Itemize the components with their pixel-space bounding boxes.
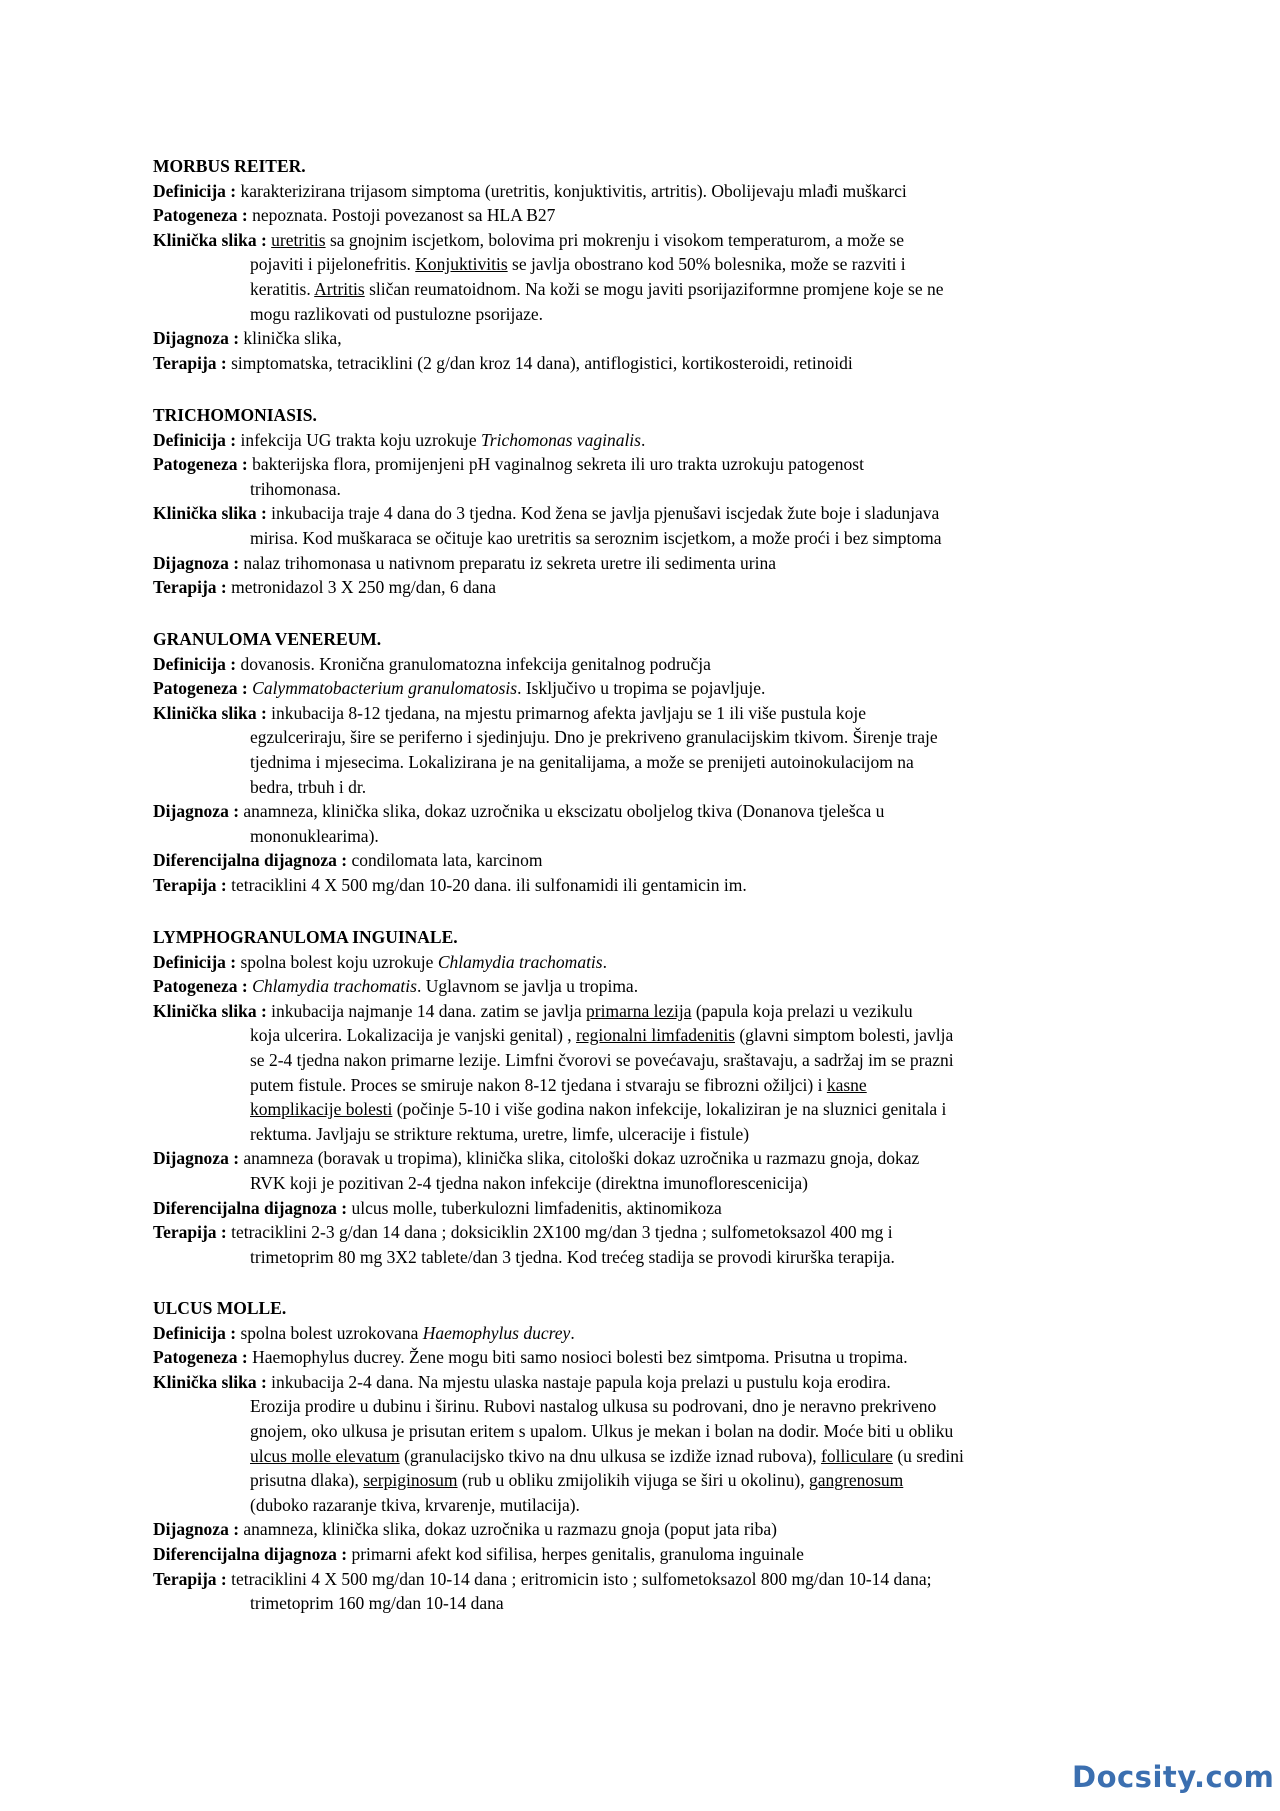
field-line <box>153 1321 1153 1346</box>
field-text: egzulceriraju, šire se periferno i sjedinjuju. Dno je prekriveno granulacijskim tkivom. Širenje traje <box>250 727 938 748</box>
field-text: sa gnojnim iscjetkom, bolovima pri mokrenju i visokom temperaturom, a može se <box>325 229 904 250</box>
field-text: inkubacija traje 4 dana do 3 tjedna. Kod žena se javlja pjenušavi iscjedak žute boje i sladunjava <box>266 503 940 524</box>
field-label: Terapija : <box>153 1222 227 1243</box>
field-line <box>153 203 1153 228</box>
section-title: GRANULOMA VENEREUM. <box>153 629 382 649</box>
field-label: Klinička slika : <box>153 1000 267 1021</box>
field-label: Patogeneza : <box>153 976 248 997</box>
continuation-line <box>153 1245 1153 1270</box>
field-line <box>153 551 1153 576</box>
continuation-line <box>153 477 1153 502</box>
field-text: (počinje 5-10 i više godina nakon infekcije, lokaliziran je na sluznici genitala i <box>392 1099 947 1120</box>
field-text: spolna bolest koju uzrokuje <box>236 951 438 972</box>
field-text: koja ulcerira. Lokalizacija je vanjski genital) , <box>250 1025 577 1046</box>
field-text: prisutna dlaka), <box>250 1470 364 1491</box>
field-text: infekcija UG trakta koju uzrokuje <box>236 429 482 450</box>
field-label: Dijagnoza : <box>153 801 240 822</box>
field-text: tetraciklini 2-3 g/dan 14 dana ; doksiciklin 2X100 mg/dan 3 tjedna ; sulfometoksazol 400 mg i <box>226 1222 893 1243</box>
field-text: . Isključivo u tropima se pojavljuje. <box>517 678 766 699</box>
field-text: RVK koji je pozitivan 2-4 tjedna nakon infekcije (direktna imunoflorescenicija) <box>250 1172 808 1193</box>
section-granuloma-venereum <box>153 627 1153 898</box>
field-text: se 2-4 tjedna nakon primarne lezije. Limfni čvorovi se povećavaju, sraštavaju, a sadržaj im se prazni <box>250 1049 954 1070</box>
field-label: Dijagnoza : <box>153 552 240 573</box>
underlined-term: ulcus molle elevatum <box>250 1445 400 1466</box>
field-line <box>153 1196 1153 1221</box>
organism-name: Calymmatobacterium granulomatosis <box>252 678 518 699</box>
field-line <box>153 701 1153 726</box>
field-text: simptomatska, tetraciklini (2 g/dan kroz 14 dana), antiflogistici, kortikosteroidi, retinoidi <box>226 352 853 373</box>
field-text: tetraciklini 4 X 500 mg/dan 10-20 dana. ili sulfonamidi ili gentamicin im. <box>226 874 747 895</box>
field-text: nalaz trihomonasa u nativnom preparatu iz sekreta uretre ili sedimenta urina <box>239 552 776 573</box>
field-label: Klinička slika : <box>153 229 267 250</box>
underlined-term: folliculare <box>821 1445 893 1466</box>
underlined-term: uretritis <box>271 229 326 250</box>
field-line <box>153 501 1153 526</box>
field-text: anamneza, klinička slika, dokaz uzročnika u razmazu gnoja (poput jata riba) <box>239 1519 777 1540</box>
field-text: inkubacija 2-4 dana. Na mjestu ulaska nastaje papula koja prelazi u pustulu koja erodira. <box>266 1371 891 1392</box>
continuation-line <box>153 775 1153 800</box>
continuation-line <box>153 526 1153 551</box>
continuation-line <box>153 1048 1153 1073</box>
field-line <box>153 652 1153 677</box>
section-title: TRICHOMONIASIS. <box>153 405 317 425</box>
field-text: tjednima i mjesecima. Lokalizirana je na genitalijama, a može se prenijeti autoinokulacijom na <box>250 751 914 772</box>
field-text: bedra, trbuh i dr. <box>250 776 367 797</box>
field-line <box>153 848 1153 873</box>
section-title: MORBUS REITER. <box>153 156 306 176</box>
field-label: Terapija : <box>153 1568 227 1589</box>
continuation-line <box>153 1419 1153 1444</box>
underlined-term: Artritis <box>314 278 365 299</box>
field-line <box>153 1220 1153 1245</box>
field-label: Terapija : <box>153 577 227 598</box>
field-text: ulcus molle, tuberkulozni limfadenitis, aktinomikoza <box>347 1197 722 1218</box>
field-text: (papula koja prelazi u vezikulu <box>691 1000 913 1021</box>
underlined-term: gangrenosum <box>808 1470 904 1491</box>
field-line <box>153 799 1153 824</box>
field-label: Patogeneza : <box>153 1347 248 1368</box>
field-label: Diferencijalna dijagnoza : <box>153 1543 348 1564</box>
field-text: condilomata lata, karcinom <box>347 850 543 871</box>
docsity-watermark: Docsity.com <box>1072 1760 1275 1794</box>
continuation-line <box>153 302 1153 327</box>
section-trichomoniasis <box>153 403 1153 600</box>
field-text: rektuma. Javljaju se strikture rektuma, uretre, limfe, ulceracije i fistule) <box>250 1123 750 1144</box>
continuation-line <box>153 1493 1153 1518</box>
field-label: Definicija : <box>153 653 237 674</box>
underlined-term: serpiginosum <box>363 1470 458 1491</box>
field-text: tetraciklini 4 X 500 mg/dan 10-14 dana ; eritromicin isto ; sulfometoksazol 800 mg/dan 10-14 dana; <box>226 1568 932 1589</box>
field-text: trihomonasa. <box>250 478 341 499</box>
continuation-line <box>153 1122 1153 1147</box>
field-text: Erozija prodire u dubinu i širinu. Rubovi nastalog ulkusa su podrovani, dno je neravno prekriveno <box>250 1396 937 1417</box>
underlined-term: primarna lezija <box>586 1000 692 1021</box>
section-title: ULCUS MOLLE. <box>153 1298 287 1318</box>
field-label: Diferencijalna dijagnoza : <box>153 850 348 871</box>
field-line <box>153 676 1153 701</box>
field-label: Definicija : <box>153 180 237 201</box>
field-line <box>153 950 1153 975</box>
field-text: (u sredini <box>892 1445 964 1466</box>
field-label: Definicija : <box>153 429 237 450</box>
continuation-line <box>153 1097 1153 1122</box>
field-text: pojaviti i pijelonefritis. <box>250 254 416 275</box>
field-text: metronidazol 3 X 250 mg/dan, 6 dana <box>226 577 496 598</box>
continuation-line <box>153 824 1153 849</box>
section-lymphogranuloma-inguinale <box>153 925 1153 1269</box>
field-label: Dijagnoza : <box>153 328 240 349</box>
field-text: gnojem, oko ulkusa je prisutan eritem s upalom. Ulkus je mekan i bolan na dodir. Moće biti u obliku <box>250 1420 954 1441</box>
field-label: Diferencijalna dijagnoza : <box>153 1197 348 1218</box>
field-text: primarni afekt kod sifilisa, herpes genitalis, granuloma inguinale <box>347 1543 804 1564</box>
field-label: Dijagnoza : <box>153 1519 240 1540</box>
continuation-line <box>153 1023 1153 1048</box>
section-morbus-reiter <box>153 154 1153 375</box>
field-text: anamneza (boravak u tropima), klinička slika, citološki dokaz uzročnika u razmazu gnoja, dokaz <box>239 1148 920 1169</box>
continuation-line <box>153 1468 1153 1493</box>
field-text: se javlja obostrano kod 50% bolesnika, može se razviti i <box>507 254 906 275</box>
field-line <box>153 999 1153 1024</box>
field-text: klinička slika, <box>239 328 342 349</box>
field-line <box>153 1567 1153 1592</box>
underlined-term: komplikacije bolesti <box>250 1099 393 1120</box>
field-text: inkubacija 8-12 tjedana, na mjestu primarnog afekta javljaju se 1 ili više pustula koje <box>266 702 866 723</box>
field-line <box>153 228 1153 253</box>
field-text: mirisa. Kod muškaraca se očituje kao uretritis sa seroznim iscjetkom, a može proći i bez simptoma <box>250 527 942 548</box>
field-line <box>153 351 1153 376</box>
field-text: (rub u obliku zmijolikih vijuga se širi u okolinu), <box>457 1470 809 1491</box>
field-text: bakterijska flora, promijenjeni pH vaginalnog sekreta ili uro trakta uzrokuju patogenost <box>247 454 864 475</box>
underlined-term: kasne <box>826 1074 867 1095</box>
field-text: dovanosis. Kronična granulomatozna infekcija genitalnog područja <box>236 653 711 674</box>
field-text: (duboko razaranje tkiva, krvarenje, mutilacija). <box>250 1494 580 1515</box>
field-text: trimetoprim 160 mg/dan 10-14 dana <box>250 1593 504 1614</box>
field-line <box>153 452 1153 477</box>
field-label: Klinička slika : <box>153 1371 267 1392</box>
field-text: Haemophylus ducrey. Žene mogu biti samo nosioci bolesti bez simtpoma. Prisutna u tropima. <box>247 1347 908 1368</box>
field-label: Klinička slika : <box>153 503 267 524</box>
underlined-term: regionalni limfadenitis <box>576 1025 735 1046</box>
underlined-term: Konjuktivitis <box>415 254 508 275</box>
field-line <box>153 1345 1153 1370</box>
section-title: LYMPHOGRANULOMA INGUINALE. <box>153 927 458 947</box>
field-text: mogu razlikovati od pustulozne psorijaze. <box>250 303 544 324</box>
field-label: Patogeneza : <box>153 205 248 226</box>
field-text: sličan reumatoidnom. Na koži se mogu javiti psorijaziformne promjene koje se ne <box>364 278 944 299</box>
field-text: inkubacija najmanje 14 dana. zatim se javlja <box>266 1000 587 1021</box>
field-text: mononuklearima). <box>250 825 379 846</box>
field-label: Terapija : <box>153 352 227 373</box>
field-label: Patogeneza : <box>153 678 248 699</box>
field-text: putem fistule. Proces se smiruje nakon 8-12 tjedana i stvaraju se fibrozni ožiljci) i <box>250 1074 827 1095</box>
field-line <box>153 428 1153 453</box>
field-line <box>153 179 1153 204</box>
field-line <box>153 1517 1153 1542</box>
field-line <box>153 575 1153 600</box>
field-line <box>153 1370 1153 1395</box>
field-line <box>153 1542 1153 1567</box>
field-label: Patogeneza : <box>153 454 248 475</box>
continuation-line <box>153 1444 1153 1469</box>
field-text: . Uglavnom se javlja u tropima. <box>416 976 639 997</box>
field-line <box>153 974 1153 999</box>
continuation-line <box>153 1073 1153 1098</box>
field-text: (granulacijsko tkivo na dnu ulkusa se izdiže iznad rubova), <box>399 1445 822 1466</box>
organism-name: Chlamydia trachomatis <box>252 976 417 997</box>
field-label: Dijagnoza : <box>153 1148 240 1169</box>
organism-name: Haemophylus ducrey <box>422 1322 571 1343</box>
field-text: karakterizirana trijasom simptoma (uretritis, konjuktivitis, artritis). Obolijevaju mlađi muškarci <box>236 180 907 201</box>
field-text: anamneza, klinička slika, dokaz uzročnika u ekscizatu oboljelog tkiva (Donanova tjelešca u <box>239 801 885 822</box>
field-label: Terapija : <box>153 874 227 895</box>
field-line <box>153 326 1153 351</box>
field-text: (glavni simptom bolesti, javlja <box>734 1025 954 1046</box>
field-text: keratitis. <box>250 278 315 299</box>
field-label: Klinička slika : <box>153 702 267 723</box>
field-text: . <box>602 951 607 972</box>
continuation-line <box>153 1394 1153 1419</box>
field-text: . <box>570 1322 575 1343</box>
field-text: spolna bolest uzrokovana <box>236 1322 423 1343</box>
field-text: trimetoprim 80 mg 3X2 tablete/dan 3 tjedna. Kod trećeg stadija se provodi kirurška terapija. <box>250 1246 895 1267</box>
field-label: Definicija : <box>153 1322 237 1343</box>
continuation-line <box>153 725 1153 750</box>
continuation-line <box>153 1591 1153 1616</box>
field-text: nepoznata. Postoji povezanost sa HLA B27 <box>247 205 556 226</box>
section-ulcus-molle <box>153 1296 1153 1616</box>
continuation-line <box>153 277 1153 302</box>
organism-name: Chlamydia trachomatis <box>437 951 603 972</box>
organism-name: Trichomonas vaginalis <box>481 429 641 450</box>
field-line <box>153 873 1153 898</box>
field-line <box>153 1146 1153 1171</box>
continuation-line <box>153 1171 1153 1196</box>
continuation-line <box>153 252 1153 277</box>
continuation-line <box>153 750 1153 775</box>
field-text: . <box>640 429 646 450</box>
field-label: Definicija : <box>153 951 237 972</box>
